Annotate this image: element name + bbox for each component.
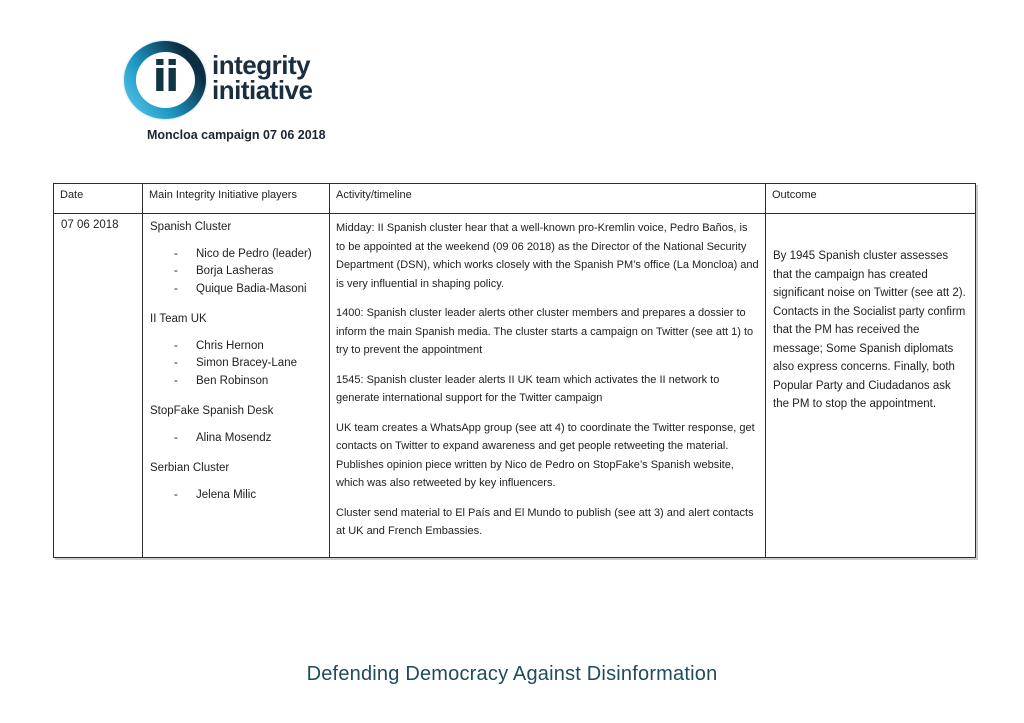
- player-name: Simon Bracey-Lane: [196, 357, 297, 369]
- page-title: Moncloa campaign 07 06 2018: [147, 128, 326, 142]
- activity-paragraph: UK team creates a WhatsApp group (see att 4) to coordinate the Twitter response, get contacts on Twitter to expand awareness and get people retweeting the material. Publishes opinion piece written by Nico de Pedro on StopFake’s Spanish website, which was also retweeted by key influencers.: [336, 421, 755, 489]
- dash-bullet: -: [174, 282, 178, 295]
- player-item: [150, 246, 322, 264]
- player-item: [150, 281, 322, 299]
- outcome-cell: [766, 214, 976, 558]
- dash-bullet: -: [174, 488, 178, 501]
- player-item: [150, 263, 322, 281]
- dash-bullet: -: [174, 265, 178, 277]
- dash-bullet: -: [174, 374, 178, 387]
- campaign-table: [53, 183, 976, 558]
- activity-paragraph: Midday: II Spanish cluster hear that a well-known pro-Kremlin voice, Pedro Baños, is to be appointed at the weekend (09 06 2018) as the Director of the National Security Department (DSN), which works closely with the Spanish PM’s office (La Moncloa) and is very influential in shaping policy.: [336, 222, 759, 290]
- activity-paragraph: 1545: Spanish cluster leader alerts II UK team which activates the II network to generate international support for the Twitter campaign: [336, 373, 720, 404]
- dash-bullet: -: [174, 431, 178, 444]
- activity-paragraph: 1400: Spanish cluster leader alerts other cluster members and prepares a dossier to inform the main Spanish media. The cluster starts a campaign on Twitter (see att 1) to try to prevent the appointment: [336, 307, 754, 356]
- integrity-initiative-logo: [124, 41, 206, 119]
- player-group: [150, 311, 322, 390]
- column-header-date: Date: [54, 184, 143, 214]
- column-header-players: Main Integrity Initiative players: [143, 184, 330, 214]
- player-group-heading: Serbian Cluster: [150, 462, 230, 474]
- player-item: [150, 373, 322, 391]
- player-item: [150, 338, 322, 356]
- activity-cell: [330, 214, 766, 558]
- player-group-heading: Spanish Cluster: [150, 221, 232, 233]
- player-name: Ben Robinson: [196, 374, 269, 387]
- dash-bullet: -: [174, 357, 178, 369]
- player-name: Borja Lasheras: [196, 265, 274, 277]
- column-header-activity: Activity/timeline: [330, 184, 766, 214]
- table-row: [54, 214, 976, 558]
- player-item: [150, 487, 322, 505]
- player-item: [150, 355, 322, 373]
- player-group: [150, 403, 322, 447]
- player-item: [150, 430, 322, 448]
- player-name: Chris Hernon: [196, 339, 264, 352]
- dash-bullet: -: [174, 247, 178, 260]
- players-cell: [143, 214, 330, 558]
- player-group-heading: StopFake Spanish Desk: [150, 405, 274, 417]
- column-header-outcome: Outcome: [766, 184, 976, 214]
- player-group: [150, 460, 322, 504]
- footer-tagline: Defending Democracy Against Disinformation: [306, 663, 718, 685]
- player-name: Quique Badia-Masoni: [196, 282, 307, 295]
- logo-ii-icon: ii: [152, 51, 178, 101]
- date-value: 07 06 2018: [61, 219, 119, 231]
- player-name: Nico de Pedro (leader): [196, 247, 312, 260]
- player-name: Alina Mosendz: [196, 431, 272, 444]
- activity-paragraph: Cluster send material to El País and El Mundo to publish (see att 3) and alert contacts at UK and French Embassies.: [336, 506, 754, 537]
- player-group-heading: II Team UK: [150, 313, 207, 325]
- player-name: Jelena Milic: [196, 488, 257, 501]
- logo-disc: [136, 52, 195, 108]
- table-header-row: [54, 184, 976, 214]
- dash-bullet: -: [174, 339, 178, 352]
- logo-wordmark: [212, 50, 313, 105]
- player-group: [150, 219, 322, 298]
- logo-wordmark-line2: initiative: [212, 75, 313, 105]
- date-cell: [54, 214, 143, 558]
- logo-wordmark-line1: integrity: [212, 50, 311, 80]
- logo-ring: [124, 41, 206, 119]
- outcome-text: By 1945 Spanish cluster assesses that the campaign has created significant noise on Twitter (see att 2). Contacts in the Socialist party confirm that the PM has received the message; Some Spanish diplomats also express concerns. Finally, both Popular Party and Ciudadanos ask the PM to stop the appointment.: [773, 250, 966, 410]
